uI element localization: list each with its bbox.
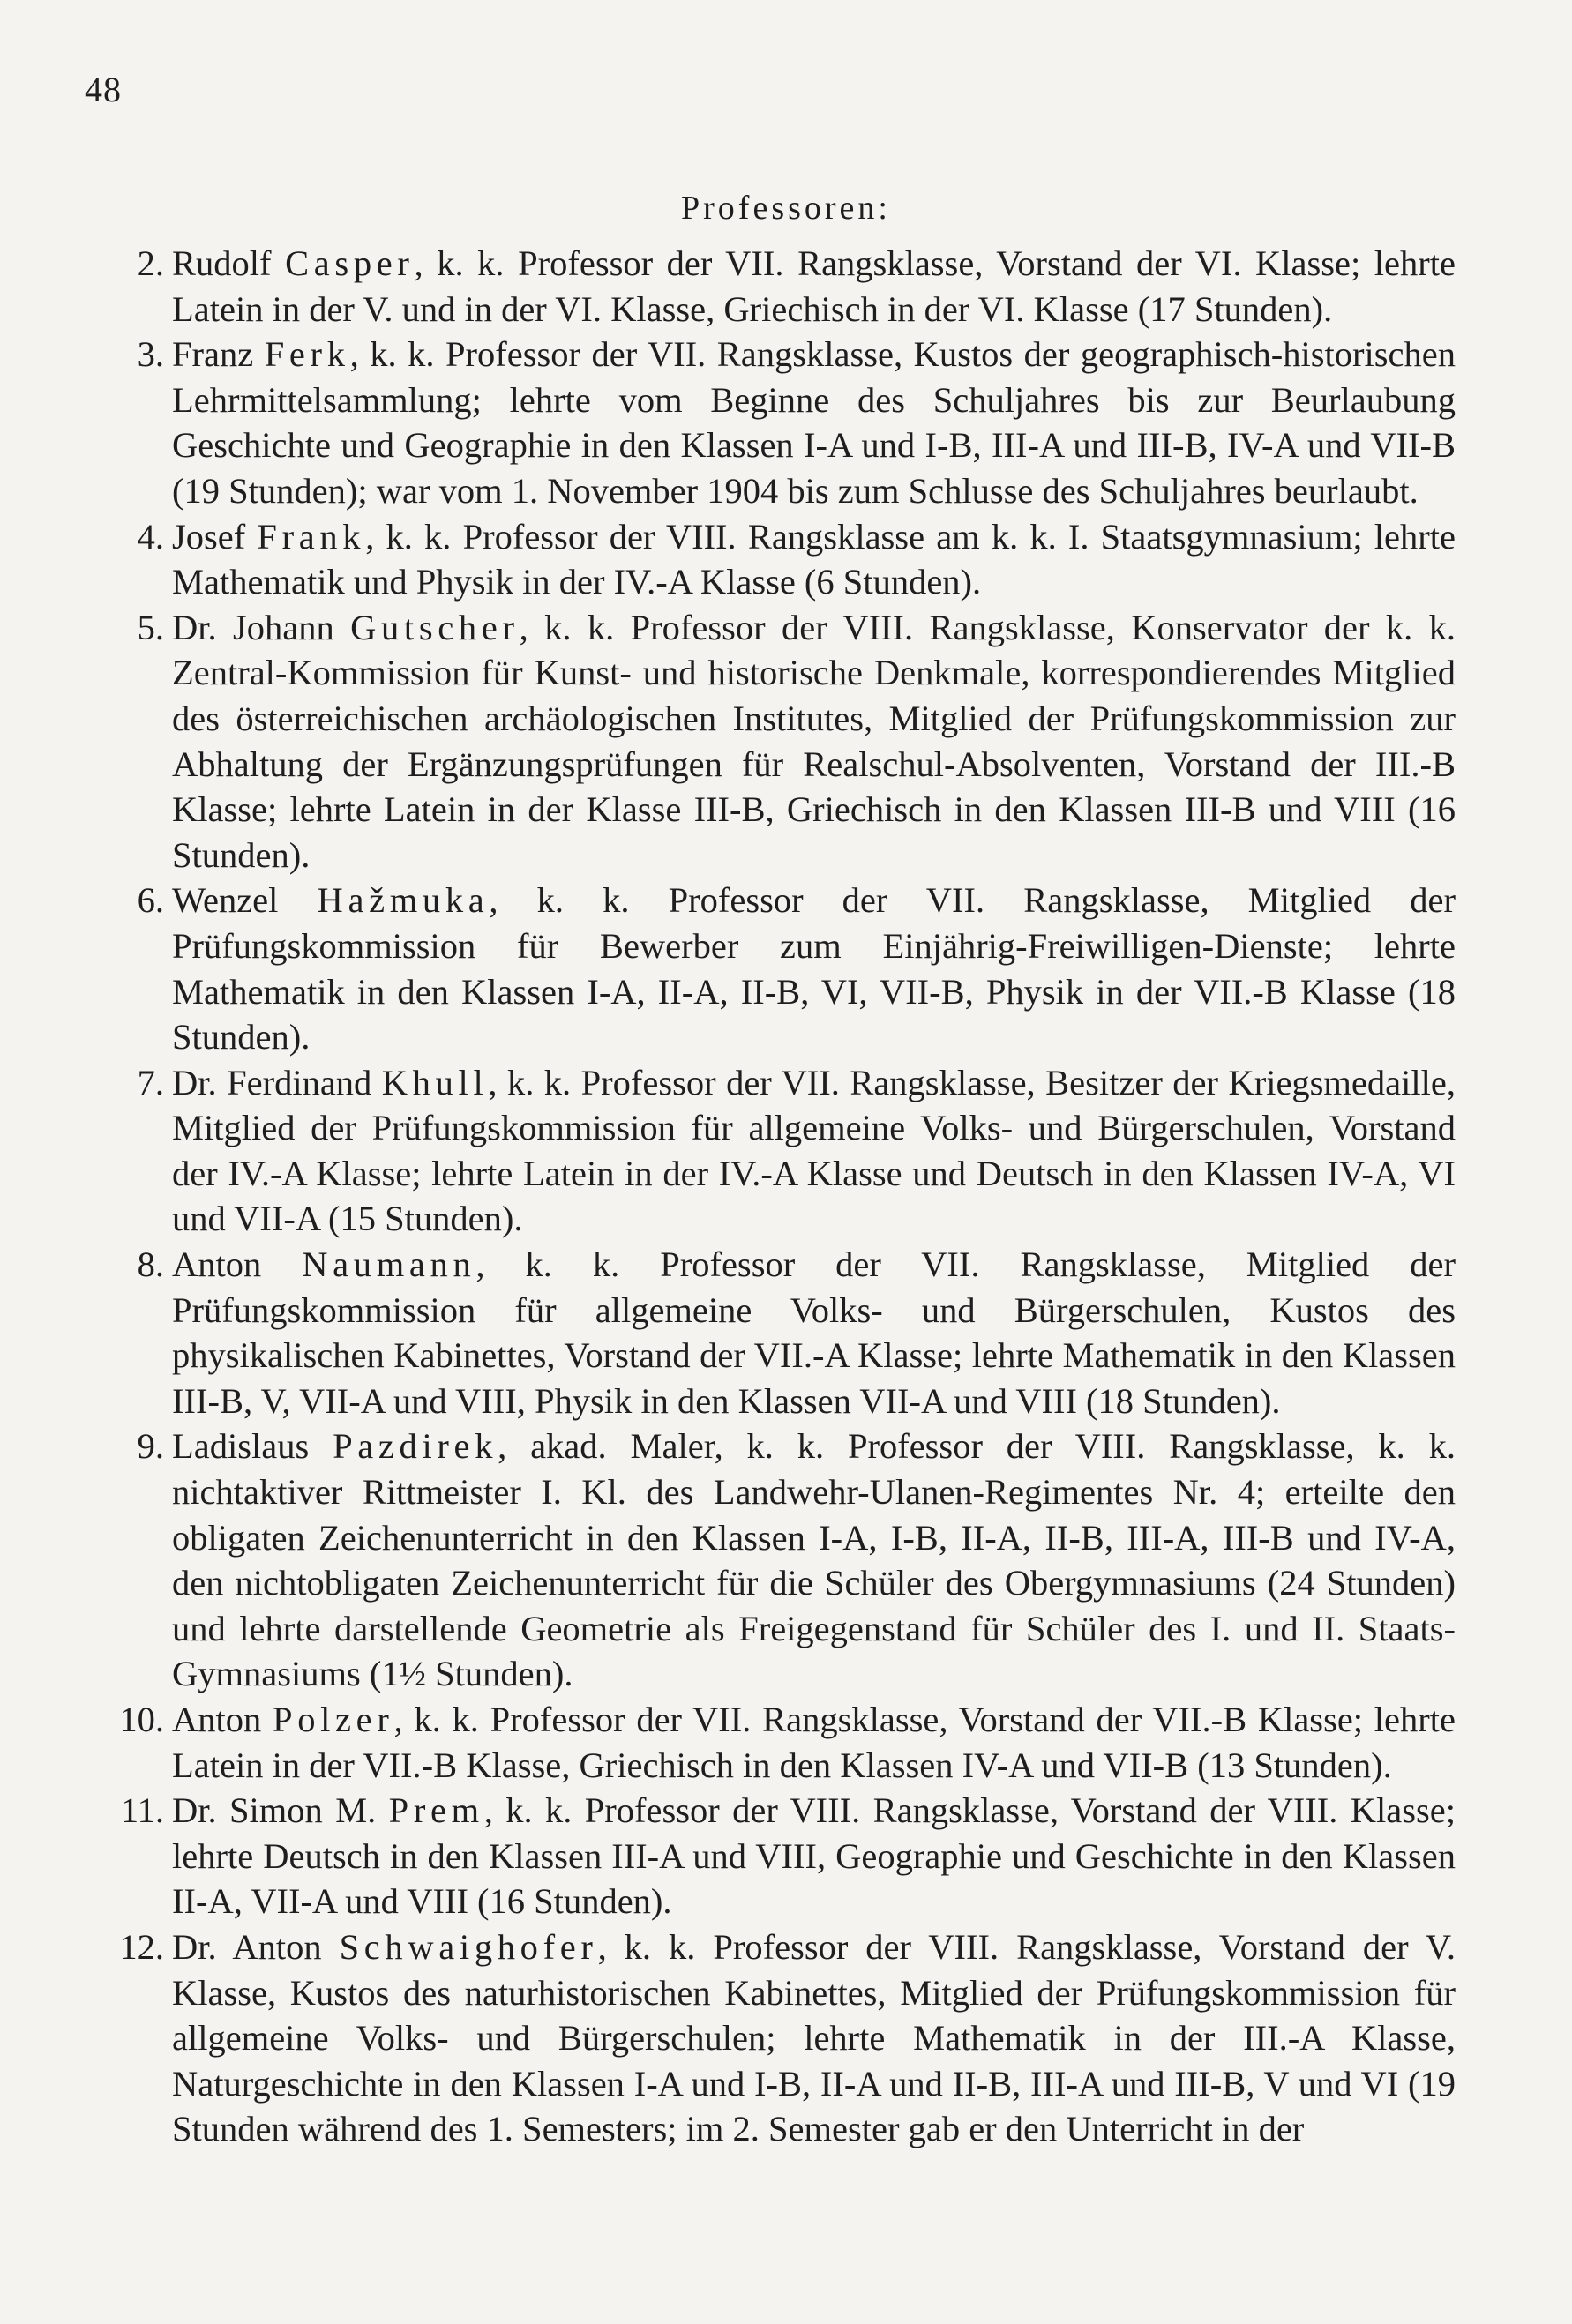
list-item bbox=[97, 878, 1456, 1059]
entry-text bbox=[172, 1697, 1456, 1788]
entry-prefix: Rudolf bbox=[172, 243, 286, 283]
entry-text bbox=[172, 1060, 1456, 1242]
entry-description: , akad. Maler, k. k. Professor der VIII. Rangsklasse, k. k. nichtaktiver Rittmeister I. Kl. des Landwehr-Ulanen-Regimentes Nr. 4; erteilte den obligaten Zeichenunterricht in den Klassen I-A, I-B, II-A, II-B, III-A, III-B und IV-A, den nichtobligaten Zeichenunterricht für die Schüler des Obergymnasiums (24 Stunden) und lehrte darstellende Geometrie als Freigegenstand für Schüler des I. und II. Staats-Gymnasiums (1½ Stunden). bbox=[172, 1426, 1456, 1694]
entry-number: 3. bbox=[137, 334, 164, 375]
section-title: Professoren: bbox=[681, 190, 891, 227]
entry-text bbox=[172, 1924, 1456, 2152]
entry-description: , k. k. Professor der VIII. Rangsklasse am k. k. I. Staatsgymnasium; lehrte Mathematik und Physik in der IV.-A Klasse (6 Stunden). bbox=[172, 516, 1456, 602]
entry-surname: Pazdirek bbox=[333, 1426, 498, 1467]
entry-number: 5. bbox=[137, 607, 164, 647]
entry-surname: Gutscher bbox=[350, 607, 520, 647]
entry-prefix: Anton bbox=[172, 1700, 273, 1739]
entry-prefix: Anton bbox=[172, 1244, 303, 1285]
entry-description: , k. k. Professor der VIII. Rangsklasse, Vorstand der VIII. Klasse; lehrte Deutsch in den Klassen III-A und VIII, Geographie und Geschichte in den Klassen II-A, VII-A und VIII (16 Stunden). bbox=[172, 1790, 1456, 1922]
list-item bbox=[97, 1788, 1456, 1924]
entry-surname: Naumann bbox=[302, 1244, 476, 1285]
entry-text bbox=[172, 605, 1456, 878]
entry-description: , k. k. Professor der VII. Rangsklasse, Mitglied der Prüfungskommission für allgemeine Volks- und Bürgerschulen, Kustos des physikalischen Kabinettes, Vorstand der VII.-A Klasse; lehrte Mathematik in den Klassen III-B, V, VII-A und VIII, Physik in den Klassen VII-A und VIII (18 Stunden). bbox=[172, 1244, 1456, 1421]
entry-surname: Ferk bbox=[264, 334, 350, 375]
entry-prefix: Dr. Simon M. bbox=[172, 1790, 389, 1831]
faculty-list bbox=[97, 241, 1456, 2152]
entry-number: 8. bbox=[137, 1244, 164, 1285]
entry-description: , k. k. Professor der VII. Rangsklasse, Vorstand der VI. Klasse; lehrte Latein in der V. und in der VI. Klasse, Griechisch in der VI. Klasse (17 Stunden). bbox=[172, 243, 1456, 329]
entry-text bbox=[172, 1788, 1456, 1924]
list-item bbox=[97, 605, 1456, 878]
page-number: 48 bbox=[85, 70, 122, 109]
entry-text bbox=[172, 514, 1456, 605]
entry-text bbox=[172, 241, 1456, 332]
list-item bbox=[97, 1924, 1456, 2152]
entry-number: 6. bbox=[137, 880, 164, 921]
entry-description: , k. k. Professor der VII. Rangsklasse, Besitzer der Kriegsmedaille, Mitglied der Prüfungskommission für allgemeine Volks- und Bürgerschulen, Vorstand der IV.-A Klasse; lehrte Latein in der IV.-A Klasse und Deutsch in den Klassen IV-A, VI und VII-A (15 Stunden). bbox=[172, 1062, 1456, 1239]
entry-surname: Frank bbox=[257, 516, 366, 557]
list-item bbox=[97, 1242, 1456, 1424]
entry-description: , k. k. Professor der VII. Rangsklasse, Mitglied der Prüfungskommission für Bewerber zum Einjährig-Freiwilligen-Dienste; lehrte Mathematik in den Klassen I-A, II-A, II-B, VI, VII-B, Physik in der VII.-B Klasse (18 Stunden). bbox=[172, 880, 1456, 1057]
entry-text bbox=[172, 1424, 1456, 1697]
list-item bbox=[97, 1697, 1456, 1788]
list-item bbox=[97, 514, 1456, 605]
list-item bbox=[97, 241, 1456, 332]
entry-prefix: Dr. Ferdinand bbox=[172, 1062, 382, 1102]
list-item bbox=[97, 1424, 1456, 1697]
entry-number: 2. bbox=[137, 243, 164, 283]
entry-number: 9. bbox=[137, 1426, 164, 1467]
entry-number: 11. bbox=[120, 1790, 164, 1831]
entry-description: , k. k. Professor der VII. Rangsklasse, Vorstand der VII.-B Klasse; lehrte Latein in der VII.-B Klasse, Griechisch in den Klassen IV-A und VII-B (13 Stunden). bbox=[172, 1700, 1456, 1785]
entry-prefix: Josef bbox=[172, 516, 258, 557]
list-item bbox=[97, 332, 1456, 513]
entry-prefix: Ladislaus bbox=[172, 1426, 333, 1467]
entry-surname: Schwaighofer bbox=[339, 1926, 598, 1967]
entry-prefix: Dr. Anton bbox=[172, 1926, 340, 1967]
entry-prefix: Wenzel bbox=[172, 880, 318, 921]
entry-text bbox=[172, 332, 1456, 513]
entry-surname: Khull bbox=[381, 1062, 489, 1102]
entry-text bbox=[172, 878, 1456, 1059]
entry-description: , k. k. Professor der VII. Rangsklasse, Kustos der geographisch-historischen Lehrmittelsammlung; lehrte vom Beginne des Schuljahres bis zur Beurlaubung Geschichte und Geographie in den Klassen I-A und I-B, III-A und III-B, IV-A und VII-B (19 Stunden); war vom 1. November 1904 bis zum Schlusse des Schuljahres beurlaubt. bbox=[172, 334, 1456, 511]
entry-number: 10. bbox=[119, 1700, 164, 1739]
entry-surname: Casper bbox=[285, 243, 415, 283]
entry-description: , k. k. Professor der VIII. Rangsklasse, Vorstand der V. Klasse, Kustos des naturhistorischen Kabinettes, Mitglied der Prüfungskommission für allgemeine Volks- und Bürgerschulen; lehrte Mathematik in der III.-A Klasse, Naturgeschichte in den Klassen I-A und I-B, II-A und II-B, III-A und III-B, V und VI (19 Stunden während des 1. Semesters; im 2. Semester gab er den Unterricht in der bbox=[172, 1926, 1456, 2149]
entry-surname: Prem bbox=[388, 1790, 484, 1831]
entry-number: 12. bbox=[119, 1926, 164, 1967]
entry-surname: Polzer bbox=[273, 1700, 394, 1739]
entry-surname: Hažmuka bbox=[317, 880, 490, 921]
entry-text bbox=[172, 1242, 1456, 1424]
entry-prefix: Dr. Johann bbox=[172, 607, 351, 647]
entry-prefix: Franz bbox=[172, 334, 265, 375]
entry-number: 4. bbox=[137, 516, 164, 557]
entry-description: , k. k. Professor der VIII. Rangsklasse, Konservator der k. k. Zentral-Kommission für Kunst- und historische Denkmale, korrespondierendes Mitglied des österreichischen archäologischen Institutes, Mitglied der Prüfungskommission zur Abhaltung der Ergänzungsprüfungen für Realschul-Absolventen, Vorstand der III.-B Klasse; lehrte Latein in der Klasse III-B, Griechisch in den Klassen III-B und VIII (16 Stunden). bbox=[172, 607, 1456, 875]
list-item bbox=[97, 1060, 1456, 1242]
entry-number: 7. bbox=[137, 1062, 164, 1102]
